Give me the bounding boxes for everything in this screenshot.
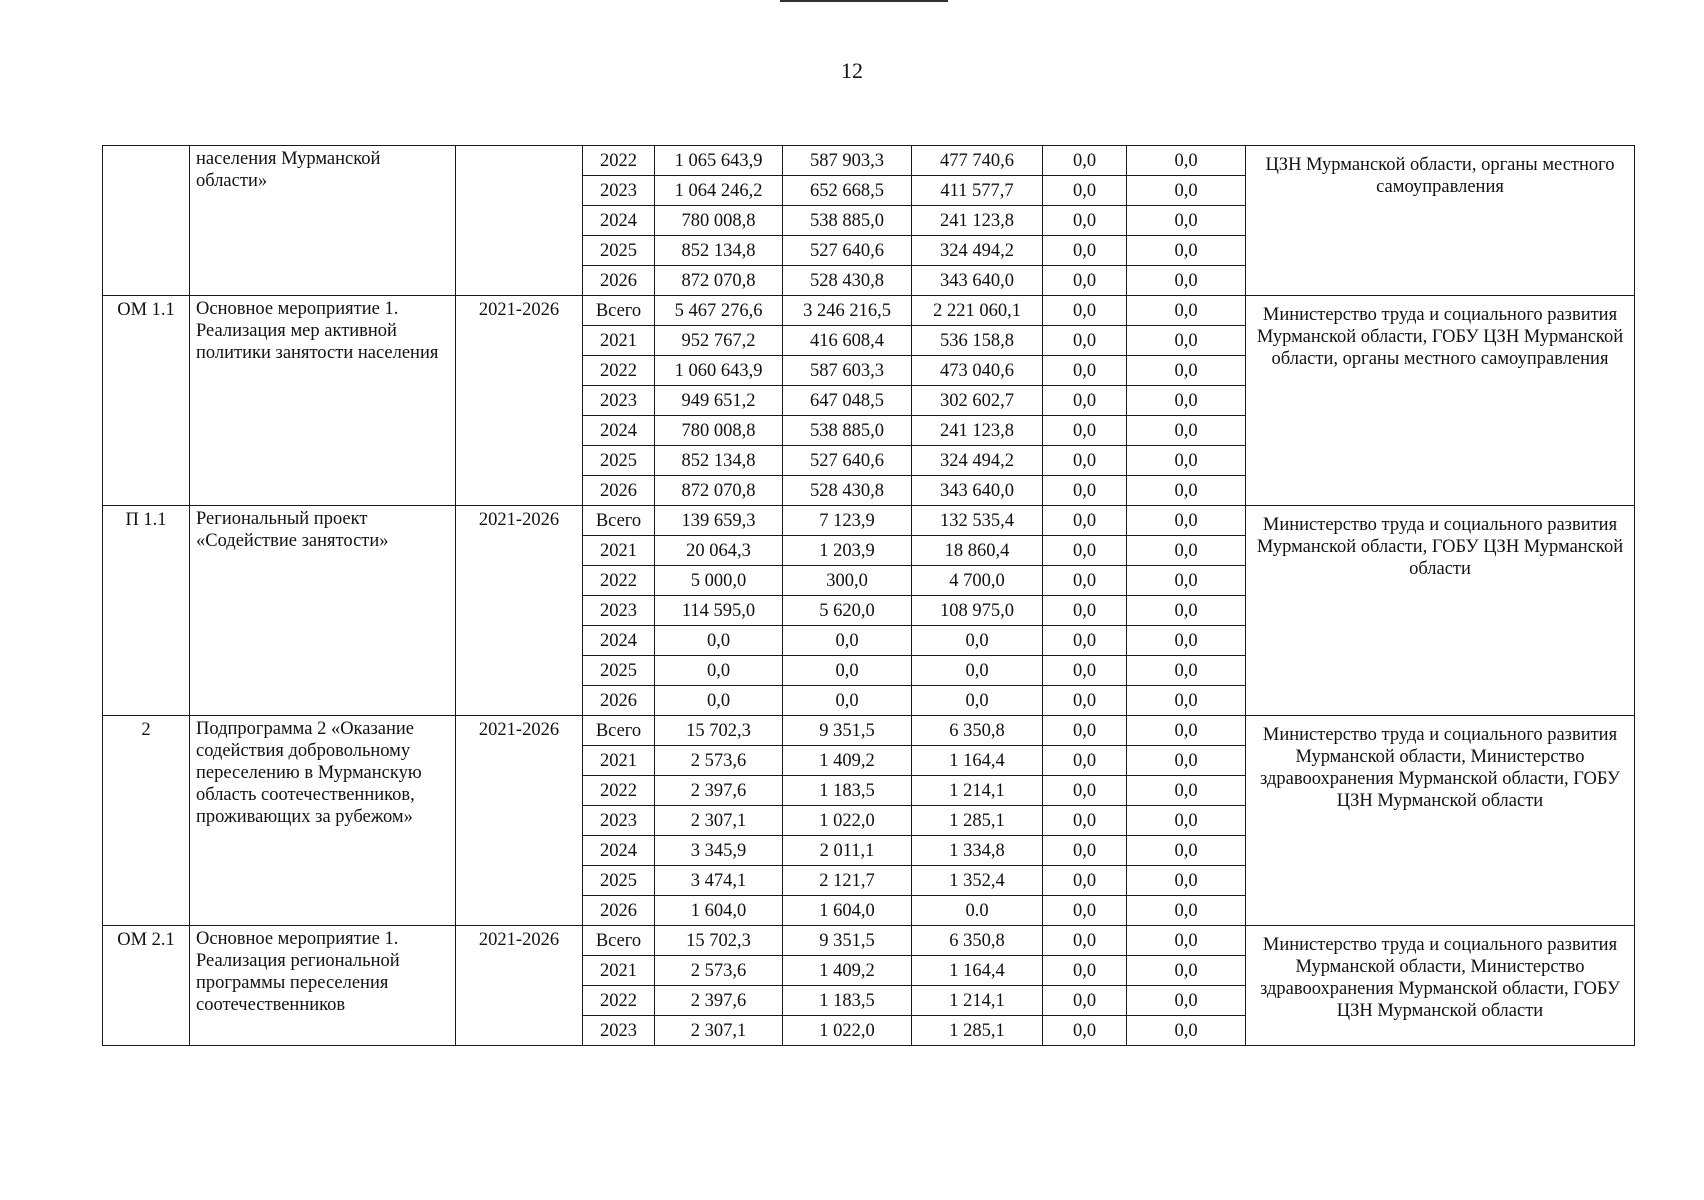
value-cell: 0,0 (1127, 1016, 1246, 1046)
value-cell: 538 885,0 (783, 206, 912, 236)
total-cell: 15 702,3 (655, 716, 783, 746)
value-cell: 9 351,5 (783, 926, 912, 956)
value-cell: 528 430,8 (783, 266, 912, 296)
value-cell: 0,0 (1127, 656, 1246, 686)
total-cell: 15 702,3 (655, 926, 783, 956)
measure-code-cell (103, 146, 190, 296)
value-cell: 1 285,1 (912, 1016, 1043, 1046)
table-row (103, 506, 1635, 536)
value-cell: 0,0 (1127, 866, 1246, 896)
year-cell: 2022 (583, 356, 655, 386)
value-cell: 527 640,6 (783, 236, 912, 266)
year-cell: 2025 (583, 656, 655, 686)
total-cell: 2 573,6 (655, 956, 783, 986)
value-cell: 0,0 (1127, 926, 1246, 956)
value-cell: 587 903,3 (783, 146, 912, 176)
value-cell: 0,0 (1127, 506, 1246, 536)
year-cell: 2022 (583, 146, 655, 176)
year-cell: 2022 (583, 986, 655, 1016)
value-cell: 4 700,0 (912, 566, 1043, 596)
value-cell: 2 221 060,1 (912, 296, 1043, 326)
value-cell: 0,0 (1127, 266, 1246, 296)
value-cell: 1 022,0 (783, 806, 912, 836)
total-cell: 2 397,6 (655, 986, 783, 1016)
value-cell: 0,0 (1043, 686, 1127, 716)
total-cell: 2 307,1 (655, 806, 783, 836)
measure-code-cell: ОМ 1.1 (103, 296, 190, 506)
period-cell: 2021-2026 (456, 506, 583, 716)
year-cell: 2021 (583, 956, 655, 986)
value-cell: 1 604,0 (783, 896, 912, 926)
period-cell (456, 146, 583, 296)
value-cell: 2 121,7 (783, 866, 912, 896)
measure-code-cell: 2 (103, 716, 190, 926)
value-cell: 0,0 (1043, 1016, 1127, 1046)
value-cell: 0,0 (1127, 476, 1246, 506)
value-cell: 411 577,7 (912, 176, 1043, 206)
year-cell: 2024 (583, 206, 655, 236)
value-cell: 0,0 (1127, 836, 1246, 866)
year-cell: 2022 (583, 776, 655, 806)
total-cell: 1 604,0 (655, 896, 783, 926)
value-cell: 18 860,4 (912, 536, 1043, 566)
value-cell: 0,0 (1043, 146, 1127, 176)
value-cell: 0,0 (1127, 176, 1246, 206)
value-cell: 6 350,8 (912, 716, 1043, 746)
value-cell: 0,0 (1043, 716, 1127, 746)
value-cell: 1 409,2 (783, 746, 912, 776)
value-cell: 1 409,2 (783, 956, 912, 986)
executor-cell: Министерство труда и социального развития Мурманской области, Министерство здравоохранения Мурманской области, ГОБУ ЦЗН Мурманской области (1246, 716, 1635, 926)
value-cell: 0,0 (1127, 356, 1246, 386)
executor-cell: ЦЗН Мурманской области, органы местного самоуправления (1246, 146, 1635, 296)
year-cell: 2021 (583, 536, 655, 566)
year-cell: 2024 (583, 626, 655, 656)
year-cell: 2023 (583, 386, 655, 416)
value-cell: 0,0 (1043, 476, 1127, 506)
value-cell: 9 351,5 (783, 716, 912, 746)
value-cell: 0,0 (1043, 866, 1127, 896)
total-cell: 1 060 643,9 (655, 356, 783, 386)
value-cell: 0,0 (1043, 446, 1127, 476)
value-cell: 587 603,3 (783, 356, 912, 386)
measure-name-cell: Основное мероприятие 1. Реализация мер активной политики занятости населения (190, 296, 456, 506)
value-cell: 1 214,1 (912, 776, 1043, 806)
total-cell: 949 651,2 (655, 386, 783, 416)
value-cell: 0,0 (783, 626, 912, 656)
table-row (103, 716, 1635, 746)
value-cell: 0,0 (912, 686, 1043, 716)
value-cell: 0,0 (1127, 896, 1246, 926)
value-cell: 477 740,6 (912, 146, 1043, 176)
value-cell: 241 123,8 (912, 206, 1043, 236)
value-cell: 0,0 (1043, 266, 1127, 296)
year-cell: Всего (583, 296, 655, 326)
value-cell: 1 214,1 (912, 986, 1043, 1016)
value-cell: 0,0 (912, 626, 1043, 656)
total-cell: 852 134,8 (655, 446, 783, 476)
value-cell: 0,0 (1043, 416, 1127, 446)
year-cell: 2024 (583, 416, 655, 446)
value-cell: 6 350,8 (912, 926, 1043, 956)
value-cell: 0,0 (1127, 686, 1246, 716)
total-cell: 20 064,3 (655, 536, 783, 566)
value-cell: 0,0 (1043, 956, 1127, 986)
value-cell: 527 640,6 (783, 446, 912, 476)
year-cell: 2026 (583, 686, 655, 716)
page-number: 12 (841, 58, 863, 83)
value-cell: 0,0 (1127, 986, 1246, 1016)
value-cell: 241 123,8 (912, 416, 1043, 446)
value-cell: 2 011,1 (783, 836, 912, 866)
value-cell: 1 164,4 (912, 956, 1043, 986)
measure-name-cell: Региональный проект «Содействие занятости» (190, 506, 456, 716)
year-cell: Всего (583, 506, 655, 536)
year-cell: 2026 (583, 266, 655, 296)
year-cell: 2023 (583, 176, 655, 206)
total-cell: 780 008,8 (655, 416, 783, 446)
value-cell: 0,0 (783, 686, 912, 716)
value-cell: 1 183,5 (783, 986, 912, 1016)
value-cell: 0,0 (1043, 206, 1127, 236)
value-cell: 0,0 (1043, 176, 1127, 206)
value-cell: 0,0 (1127, 296, 1246, 326)
value-cell: 5 620,0 (783, 596, 912, 626)
year-cell: 2021 (583, 746, 655, 776)
value-cell: 0,0 (1043, 356, 1127, 386)
value-cell: 0,0 (1127, 746, 1246, 776)
value-cell: 0,0 (1127, 416, 1246, 446)
value-cell: 0,0 (1043, 626, 1127, 656)
year-cell: Всего (583, 926, 655, 956)
value-cell: 343 640,0 (912, 476, 1043, 506)
value-cell: 528 430,8 (783, 476, 912, 506)
table-row (103, 146, 1635, 176)
value-cell: 0,0 (912, 656, 1043, 686)
value-cell: 0,0 (1127, 566, 1246, 596)
year-cell: 2023 (583, 1016, 655, 1046)
executor-cell: Министерство труда и социального развития Мурманской области, Министерство здравоохранения Мурманской области, ГОБУ ЦЗН Мурманской области (1246, 926, 1635, 1046)
total-cell: 139 659,3 (655, 506, 783, 536)
value-cell: 0,0 (783, 656, 912, 686)
year-cell: 2026 (583, 896, 655, 926)
value-cell: 1 334,8 (912, 836, 1043, 866)
value-cell: 302 602,7 (912, 386, 1043, 416)
value-cell: 0,0 (1043, 326, 1127, 356)
year-cell: 2025 (583, 866, 655, 896)
table-row (103, 926, 1635, 956)
total-cell: 780 008,8 (655, 206, 783, 236)
value-cell: 0,0 (1043, 596, 1127, 626)
value-cell: 0,0 (1043, 746, 1127, 776)
value-cell: 0,0 (1127, 236, 1246, 266)
total-cell: 852 134,8 (655, 236, 783, 266)
total-cell: 1 065 643,9 (655, 146, 783, 176)
total-cell: 952 767,2 (655, 326, 783, 356)
executor-cell: Министерство труда и социального развития Мурманской области, ГОБУ ЦЗН Мурманской области, органы местного самоуправления (1246, 296, 1635, 506)
total-cell: 1 064 246,2 (655, 176, 783, 206)
value-cell: 0,0 (1127, 386, 1246, 416)
value-cell: 1 203,9 (783, 536, 912, 566)
value-cell: 1 022,0 (783, 1016, 912, 1046)
value-cell: 0,0 (1043, 236, 1127, 266)
value-cell: 0,0 (1127, 716, 1246, 746)
value-cell: 536 158,8 (912, 326, 1043, 356)
value-cell: 0,0 (1043, 806, 1127, 836)
total-cell: 3 474,1 (655, 866, 783, 896)
year-cell: 2024 (583, 836, 655, 866)
value-cell: 0,0 (1043, 506, 1127, 536)
value-cell: 1 183,5 (783, 776, 912, 806)
value-cell: 1 164,4 (912, 746, 1043, 776)
value-cell: 0.0 (912, 896, 1043, 926)
value-cell: 0,0 (1043, 836, 1127, 866)
value-cell: 108 975,0 (912, 596, 1043, 626)
scan-edge-mark (780, 0, 948, 2)
period-cell: 2021-2026 (456, 716, 583, 926)
value-cell: 0,0 (1043, 986, 1127, 1016)
total-cell: 2 307,1 (655, 1016, 783, 1046)
period-cell: 2021-2026 (456, 296, 583, 506)
value-cell: 132 535,4 (912, 506, 1043, 536)
year-cell: 2021 (583, 326, 655, 356)
executor-cell: Министерство труда и социального развития Мурманской области, ГОБУ ЦЗН Мурманской области (1246, 506, 1635, 716)
value-cell: 0,0 (1127, 776, 1246, 806)
value-cell: 324 494,2 (912, 446, 1043, 476)
year-cell: Всего (583, 716, 655, 746)
total-cell: 5 000,0 (655, 566, 783, 596)
value-cell: 0,0 (1127, 146, 1246, 176)
budget-table (102, 145, 1635, 1046)
value-cell: 1 352,4 (912, 866, 1043, 896)
total-cell: 0,0 (655, 626, 783, 656)
value-cell: 300,0 (783, 566, 912, 596)
value-cell: 0,0 (1127, 956, 1246, 986)
measure-code-cell: П 1.1 (103, 506, 190, 716)
value-cell: 1 285,1 (912, 806, 1043, 836)
total-cell: 2 397,6 (655, 776, 783, 806)
value-cell: 0,0 (1127, 206, 1246, 236)
total-cell: 872 070,8 (655, 476, 783, 506)
total-cell: 0,0 (655, 656, 783, 686)
value-cell: 647 048,5 (783, 386, 912, 416)
year-cell: 2022 (583, 566, 655, 596)
value-cell: 0,0 (1043, 536, 1127, 566)
year-cell: 2023 (583, 596, 655, 626)
value-cell: 3 246 216,5 (783, 296, 912, 326)
measure-name-cell: населения Мурманской области» (190, 146, 456, 296)
total-cell: 2 573,6 (655, 746, 783, 776)
total-cell: 5 467 276,6 (655, 296, 783, 326)
value-cell: 0,0 (1127, 806, 1246, 836)
value-cell: 343 640,0 (912, 266, 1043, 296)
total-cell: 872 070,8 (655, 266, 783, 296)
measure-name-cell: Подпрограмма 2 «Оказание содействия добровольному переселению в Мурманскую область соотечественников, проживающих за рубежом» (190, 716, 456, 926)
measure-code-cell: ОМ 2.1 (103, 926, 190, 1046)
value-cell: 538 885,0 (783, 416, 912, 446)
year-cell: 2026 (583, 476, 655, 506)
year-cell: 2023 (583, 806, 655, 836)
value-cell: 0,0 (1127, 626, 1246, 656)
measure-name-cell: Основное мероприятие 1. Реализация региональной программы переселения соотечественников (190, 926, 456, 1046)
value-cell: 0,0 (1043, 386, 1127, 416)
value-cell: 0,0 (1043, 656, 1127, 686)
year-cell: 2025 (583, 236, 655, 266)
total-cell: 3 345,9 (655, 836, 783, 866)
value-cell: 0,0 (1127, 446, 1246, 476)
value-cell: 416 608,4 (783, 326, 912, 356)
value-cell: 0,0 (1127, 536, 1246, 566)
total-cell: 0,0 (655, 686, 783, 716)
value-cell: 7 123,9 (783, 506, 912, 536)
value-cell: 0,0 (1043, 926, 1127, 956)
value-cell: 0,0 (1043, 776, 1127, 806)
year-cell: 2025 (583, 446, 655, 476)
period-cell: 2021-2026 (456, 926, 583, 1046)
value-cell: 0,0 (1127, 326, 1246, 356)
value-cell: 324 494,2 (912, 236, 1043, 266)
value-cell: 473 040,6 (912, 356, 1043, 386)
table-row (103, 296, 1635, 326)
value-cell: 0,0 (1043, 896, 1127, 926)
value-cell: 0,0 (1127, 596, 1246, 626)
value-cell: 652 668,5 (783, 176, 912, 206)
value-cell: 0,0 (1043, 566, 1127, 596)
total-cell: 114 595,0 (655, 596, 783, 626)
value-cell: 0,0 (1043, 296, 1127, 326)
